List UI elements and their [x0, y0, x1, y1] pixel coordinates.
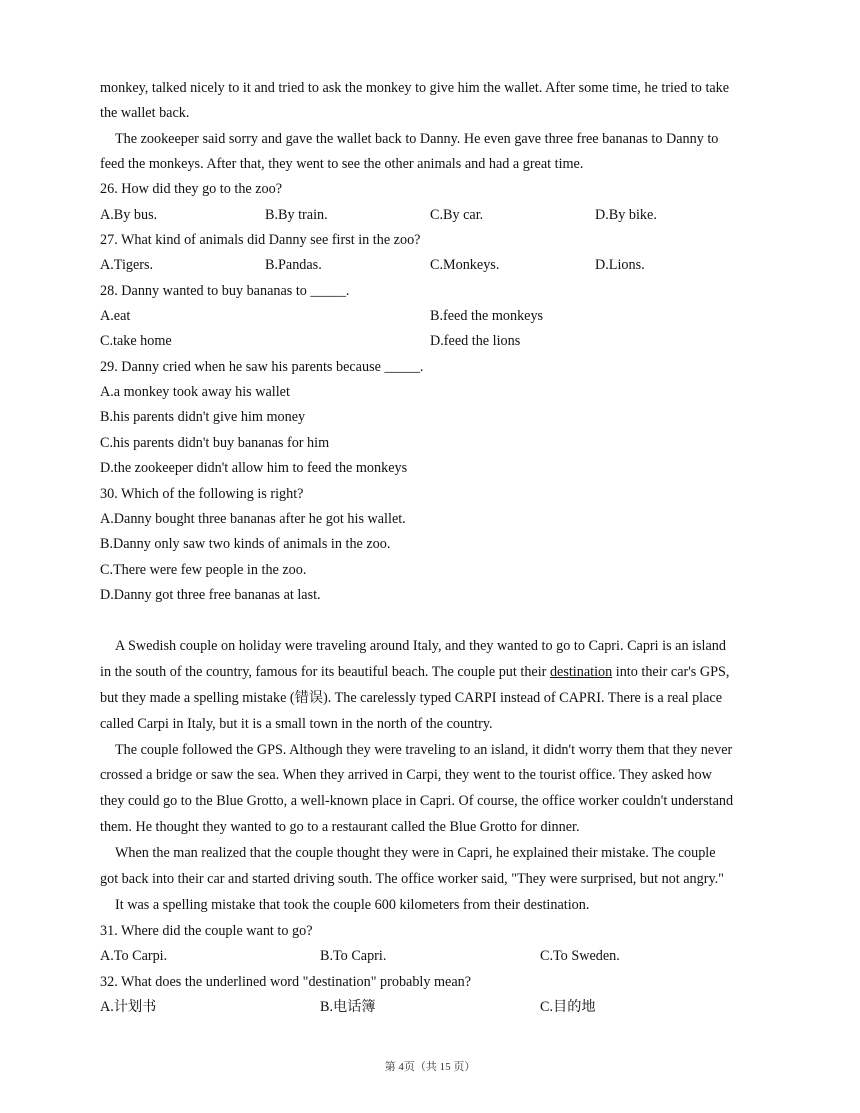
passage-line: but they made a spelling mistake (错误). The carelessly typed CARPI instead of CAPRI. There is a real place — [100, 689, 722, 706]
passage-line: got back into their car and started driving south. The office worker said, "They were surprised, but not angry." — [100, 871, 724, 888]
question-stem-27: 27. What kind of animals did Danny see first in the zoo? — [100, 232, 421, 249]
passage-2 — [100, 634, 760, 919]
passage-line: The zookeeper said sorry and gave the wallet back to Danny. He even gave three free bananas to Danny to — [115, 130, 719, 147]
options-27 — [100, 253, 760, 278]
passage-line: It was a spelling mistake that took the couple 600 kilometers from their destination. — [115, 896, 590, 913]
question-stem-28: 28. Danny wanted to buy bananas to _____. — [100, 282, 350, 299]
question-stem-29: 29. Danny cried when he saw his parents because _____. — [100, 358, 424, 375]
passage-line: A Swedish couple on holiday were traveling around Italy, and they wanted to go to Capri. Capri is an island — [115, 638, 726, 655]
page-footer: 第 4页（共 15 页） — [384, 1061, 476, 1073]
option-29-c: C.his parents didn't buy bananas for him — [100, 434, 330, 451]
option-26-d: D.By bike. — [595, 206, 657, 223]
passage-line: them. He thought they wanted to go to a restaurant called the Blue Grotto for dinner. — [100, 819, 580, 836]
option-32-b: B.电话簿 — [320, 998, 376, 1015]
question-stem-32: 32. What does the underlined word "destination" probably mean? — [100, 973, 472, 990]
option-29-d: D.the zookeeper didn't allow him to feed the monkeys — [100, 460, 408, 477]
option-27-a: A.Tigers. — [100, 257, 154, 274]
question-stem-26: 26. How did they go to the zoo? — [100, 181, 283, 198]
option-29-b: B.his parents didn't give him money — [100, 409, 306, 426]
options-28-row1 — [100, 304, 760, 329]
section-gap — [100, 608, 760, 634]
option-30-d: D.Danny got three free bananas at last. — [100, 586, 321, 603]
question-stem-31: 31. Where did the couple want to go? — [100, 922, 313, 939]
option-28-d: D.feed the lions — [430, 333, 521, 350]
document-page — [100, 76, 760, 1020]
options-31 — [100, 944, 760, 969]
option-30-a: A.Danny bought three bananas after he got his wallet. — [100, 510, 406, 527]
option-27-d: D.Lions. — [595, 257, 645, 274]
passage-line: The couple followed the GPS. Although they were traveling to an island, it didn't worry them that they never — [115, 741, 733, 758]
question-stem-30: 30. Which of the following is right? — [100, 485, 304, 502]
option-27-b: B.Pandas. — [265, 257, 322, 274]
passage-line: When the man realized that the couple thought they were in Capri, he explained their mistake. The couple — [115, 845, 716, 862]
option-28-b: B.feed the monkeys — [430, 308, 544, 325]
option-28-a: A.eat — [100, 308, 131, 325]
passage-line: feed the monkeys. After that, they went to see the other animals and had a great time. — [100, 156, 584, 173]
option-32-c: C.目的地 — [540, 998, 596, 1015]
passage-text: into their car's GPS, — [612, 663, 730, 680]
passage-line: monkey, talked nicely to it and tried to ask the monkey to give him the wallet. After some time, he tried to take — [100, 80, 730, 96]
option-31-c: C.To Sweden. — [540, 948, 620, 965]
passage-line: called Carpi in Italy, but it is a small town in the north of the country. — [100, 715, 493, 732]
option-26-b: B.By train. — [265, 206, 328, 223]
underlined-word: destination — [549, 663, 613, 680]
option-26-a: A.By bus. — [100, 206, 158, 223]
passage-line: crossed a bridge or saw the sea. When they arrived in Carpi, they went to the tourist office. They asked how — [100, 767, 712, 784]
option-32-a: A.计划书 — [100, 998, 157, 1015]
passage-line: they could go to the Blue Grotto, a well-known place in Capri. Of course, the office worker couldn't understand — [100, 793, 734, 810]
options-26 — [100, 203, 760, 228]
options-32 — [100, 995, 760, 1020]
option-26-c: C.By car. — [430, 206, 484, 223]
option-30-c: C.There were few people in the zoo. — [100, 561, 307, 578]
option-30-b: B.Danny only saw two kinds of animals in the zoo. — [100, 536, 391, 553]
passage-line — [100, 660, 760, 686]
option-31-a: A.To Carpi. — [100, 948, 168, 965]
option-27-c: C.Monkeys. — [430, 257, 500, 274]
option-29-a: A.a monkey took away his wallet — [100, 384, 290, 401]
passage-text: in the south of the country, famous for its beautiful beach. The couple put their — [100, 663, 550, 680]
option-28-c: C.take home — [100, 333, 172, 350]
passage-line: the wallet back. — [100, 105, 190, 122]
option-31-b: B.To Capri. — [320, 948, 387, 965]
options-28-row2 — [100, 329, 760, 354]
